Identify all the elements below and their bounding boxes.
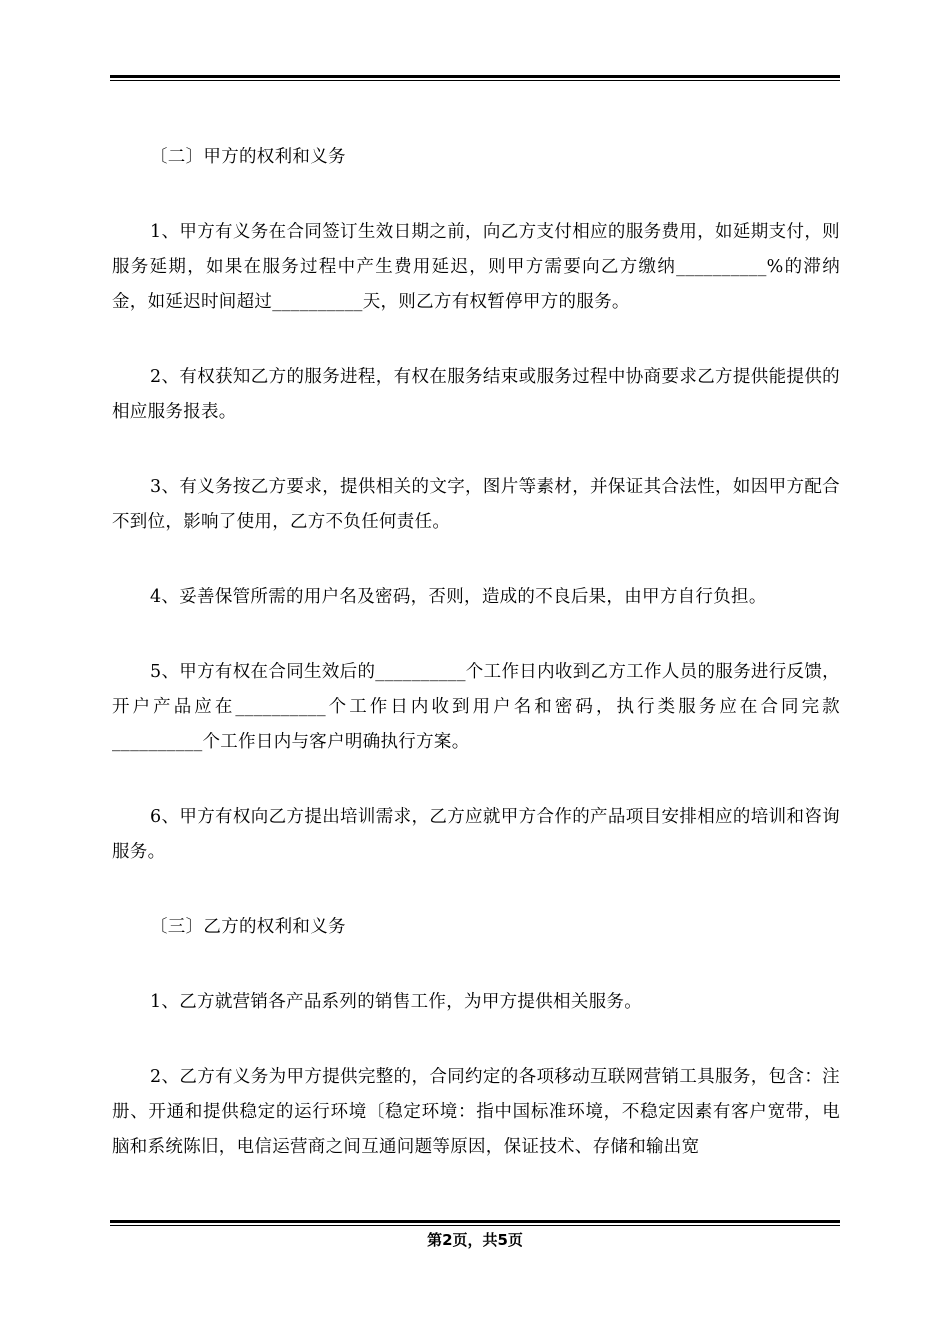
party-a-clause-5: 5、甲方有权在合同生效后的__________个工作日内收到乙方工作人员的服务进行反馈，开户产品应在__________个工作日内收到用户名和密码，执行类服务应在合同完款__________个工作日内与客户明确执行方案。 <box>112 662 840 752</box>
party-b-clause-1: 1、乙方就营销各产品系列的销售工作，为甲方提供相关服务。 <box>150 992 643 1012</box>
header-rule-thick <box>110 75 840 78</box>
party-a-clause-2: 2、有权获知乙方的服务进程，有权在服务结束或服务过程中协商要求乙方提供能提供的相应服务报表。 <box>112 367 840 422</box>
party-a-clause-4: 4、妥善保管所需的用户名及密码，否则，造成的不良后果，由甲方自行负担。 <box>150 587 767 607</box>
party-a-clause-3: 3、有义务按乙方要求，提供相关的文字，图片等素材，并保证其合法性，如因甲方配合不到位，影响了使用，乙方不负任何责任。 <box>112 477 840 532</box>
page-number: 第2页，共5页 <box>427 1231 523 1249</box>
party-b-clause-2: 2、乙方有义务为甲方提供完整的，合同约定的各项移动互联网营销工具服务，包含：注册、开通和提供稳定的运行环境〔稳定环境：指中国标准环境，不稳定因素有客户宽带，电脑和系统陈旧，电信运营商之间互通问题等原因，保证技术、存储和输出宽 <box>112 1067 840 1157</box>
section-heading-party-a: 〔二〕甲方的权利和义务 <box>150 147 346 167</box>
footer-rule-thick <box>110 1220 840 1223</box>
section-heading-party-b: 〔三〕乙方的权利和义务 <box>150 917 346 937</box>
party-a-clause-6: 6、甲方有权向乙方提出培训需求，乙方应就甲方合作的产品项目安排相应的培训和咨询服务。 <box>112 807 840 862</box>
document-body <box>112 140 840 1165</box>
header-rule-thin <box>110 80 840 81</box>
party-a-clause-1: 1、甲方有义务在合同签订生效日期之前，向乙方支付相应的服务费用，如延期支付，则服务延期，如果在服务过程中产生费用延迟，则甲方需要向乙方缴纳__________%的滞纳金，如延迟时间超过__________天，则乙方有权暂停甲方的服务。 <box>112 222 840 312</box>
footer-rule-thin <box>110 1225 840 1226</box>
